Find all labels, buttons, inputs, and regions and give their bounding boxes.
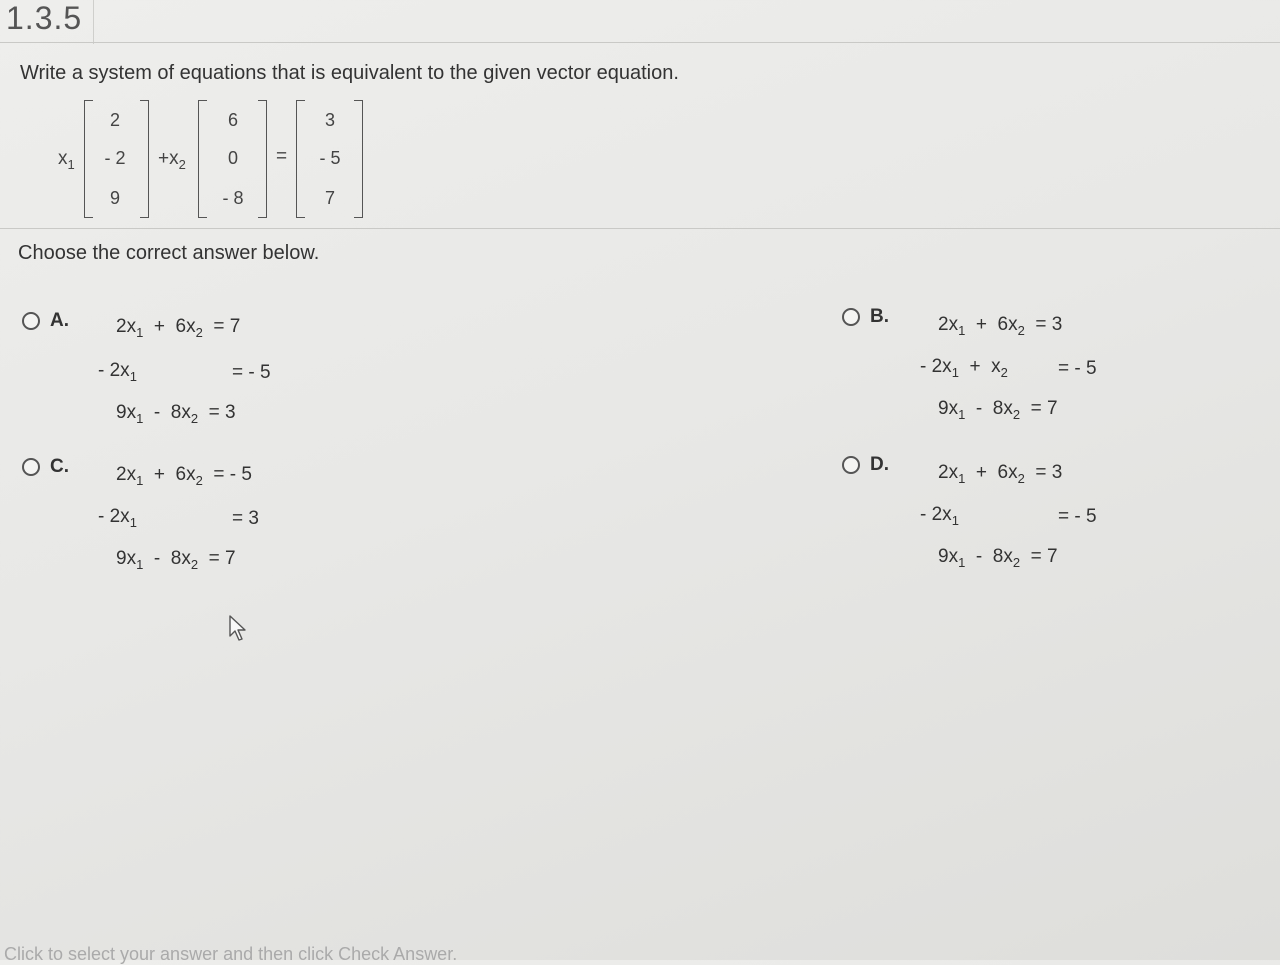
mouse-cursor-icon bbox=[228, 614, 252, 649]
radio-a[interactable] bbox=[22, 312, 40, 330]
footer-instruction: Click to select your answer and then click Check Answer. bbox=[4, 944, 458, 964]
col1-r3: 9 bbox=[109, 188, 120, 208]
option-a-row1: $2x_1 + 6x_2 = 7$ bbox=[116, 316, 241, 340]
header-divider bbox=[93, 0, 94, 44]
option-d-row2: - $2x_1$ bbox=[920, 504, 959, 528]
option-d-row2-rhs: = - 5 bbox=[1058, 506, 1097, 527]
var-x1: $x_1$ bbox=[58, 148, 75, 172]
option-letter-b: B. bbox=[870, 306, 889, 327]
choose-prompt: Choose the correct answer below. bbox=[18, 242, 320, 264]
col2-left-bracket bbox=[198, 100, 207, 218]
col2-right-bracket bbox=[258, 100, 267, 218]
radio-d[interactable] bbox=[842, 456, 860, 474]
col1-right-bracket bbox=[140, 100, 149, 218]
option-c-row2: - $2x_1$ bbox=[98, 506, 137, 530]
radio-c[interactable] bbox=[22, 458, 40, 476]
plus-x2: $+x_2$ bbox=[158, 148, 186, 172]
col2-r3: - 8 bbox=[222, 188, 244, 208]
col2-r2: 0 bbox=[227, 148, 238, 168]
col3-left-bracket bbox=[296, 100, 305, 218]
option-b-row1: $2x_1 + 6x_2 = 3$ bbox=[938, 314, 1063, 338]
option-b-row2-rhs: = - 5 bbox=[1058, 358, 1097, 379]
equals-sign: = bbox=[276, 146, 288, 167]
col1-left-bracket bbox=[84, 100, 93, 218]
col2-r1: 6 bbox=[227, 110, 238, 130]
option-letter-c: C. bbox=[50, 456, 69, 477]
problem-number: 1.3.5 bbox=[6, 0, 83, 36]
radio-b[interactable] bbox=[842, 308, 860, 326]
question-rule bbox=[0, 228, 1280, 229]
col3-r1: 3 bbox=[324, 110, 335, 130]
col1-r2: - 2 bbox=[104, 148, 126, 168]
question-text: Write a system of equations that is equivalent to the given vector equation. bbox=[20, 62, 679, 84]
col3-right-bracket bbox=[354, 100, 363, 218]
option-c-row1: $2x_1 + 6x_2$ = - 5 bbox=[116, 464, 252, 488]
option-c-row3: $9x_1 - 8x_2 = 7$ bbox=[116, 548, 236, 572]
col3-r2: - 5 bbox=[319, 148, 341, 168]
option-a-row2-rhs: = - 5 bbox=[232, 362, 271, 383]
col1-r1: 2 bbox=[109, 110, 120, 130]
option-c-row2-rhs: = 3 bbox=[232, 508, 259, 529]
header-rule bbox=[0, 42, 1280, 43]
option-letter-a: A. bbox=[50, 310, 69, 331]
option-b-row2: - $2x_1 + x_2$ bbox=[920, 356, 1008, 380]
col3-r3: 7 bbox=[324, 188, 335, 208]
option-d-row3: $9x_1 - 8x_2 = 7$ bbox=[938, 546, 1058, 570]
option-letter-d: D. bbox=[870, 454, 889, 475]
option-a-row2: - $2x_1$ bbox=[98, 360, 137, 384]
option-b-row3: $9x_1 - 8x_2 = 7$ bbox=[938, 398, 1058, 422]
option-a-row3: $9x_1 - 8x_2 = 3$ bbox=[116, 402, 236, 426]
option-d-row1: $2x_1 + 6x_2 = 3$ bbox=[938, 462, 1063, 486]
